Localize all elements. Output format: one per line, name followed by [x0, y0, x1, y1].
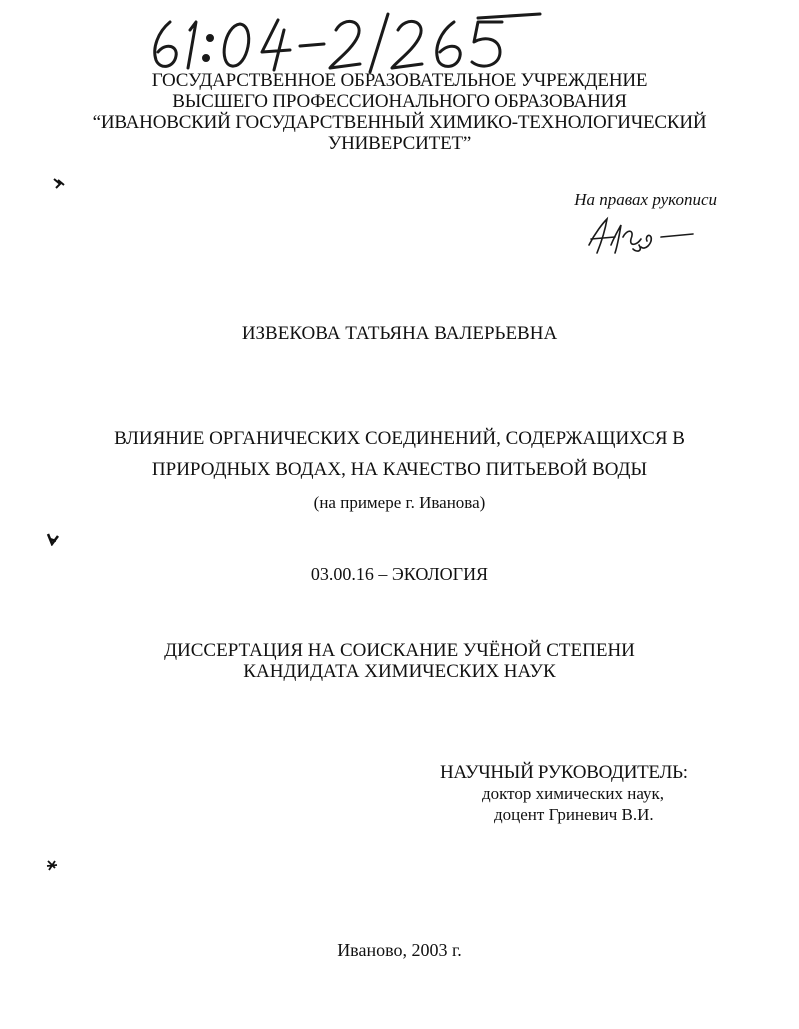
- supervisor-block: [440, 762, 740, 825]
- supervisor-name: доцент Гриневич В.И.: [494, 805, 654, 824]
- degree-statement: [0, 640, 799, 682]
- scan-mark-icon: [52, 176, 66, 190]
- title-line-2: ПРИРОДНЫХ ВОДАХ, НА КАЧЕСТВО ПИТЬЕВОЙ ВОДЫ: [151, 459, 648, 480]
- institution-line-4: УНИВЕРСИТЕТ”: [327, 133, 472, 154]
- institution-line-3: “ИВАНОВСКИЙ ГОСУДАРСТВЕННЫЙ ХИМИКО-ТЕХНОЛОГИЧЕСКИЙ: [92, 112, 707, 133]
- institution-header: [0, 70, 799, 154]
- signature-icon: [585, 215, 705, 260]
- institution-line-1: ГОСУДАРСТВЕННОЕ ОБРАЗОВАТЕЛЬНОЕ УЧРЕЖДЕНИЕ: [151, 70, 648, 91]
- rights-note: На правах рукописи: [574, 190, 717, 209]
- scan-mark-icon: [46, 532, 60, 546]
- specialty-code: 03.00.16 – ЭКОЛОГИЯ: [310, 564, 489, 584]
- dissertation-title: [0, 423, 799, 485]
- supervisor-degree: доктор химических наук,: [482, 784, 665, 803]
- handwritten-archive-code: [148, 8, 568, 78]
- scan-mark-icon: [45, 858, 59, 872]
- institution-line-2: ВЫСШЕГО ПРОФЕССИОНАЛЬНОГО ОБРАЗОВАНИЯ: [172, 91, 627, 112]
- author-name: ИЗВЕКОВА ТАТЬЯНА ВАЛЕРЬЕВНА: [241, 323, 558, 344]
- place-and-year: Иваново, 2003 г.: [337, 940, 462, 960]
- title-line-1: ВЛИЯНИЕ ОРГАНИЧЕСКИХ СОЕДИНЕНИЙ, СОДЕРЖАЩИХСЯ В: [114, 428, 685, 449]
- dissertation-subtitle: (на примере г. Иванова): [313, 493, 486, 512]
- supervisor-heading: НАУЧНЫЙ РУКОВОДИТЕЛЬ:: [440, 762, 688, 783]
- degree-line-2: КАНДИДАТА ХИМИЧЕСКИХ НАУК: [243, 661, 556, 682]
- degree-line-1: ДИССЕРТАЦИЯ НА СОИСКАНИЕ УЧЁНОЙ СТЕПЕНИ: [164, 640, 635, 661]
